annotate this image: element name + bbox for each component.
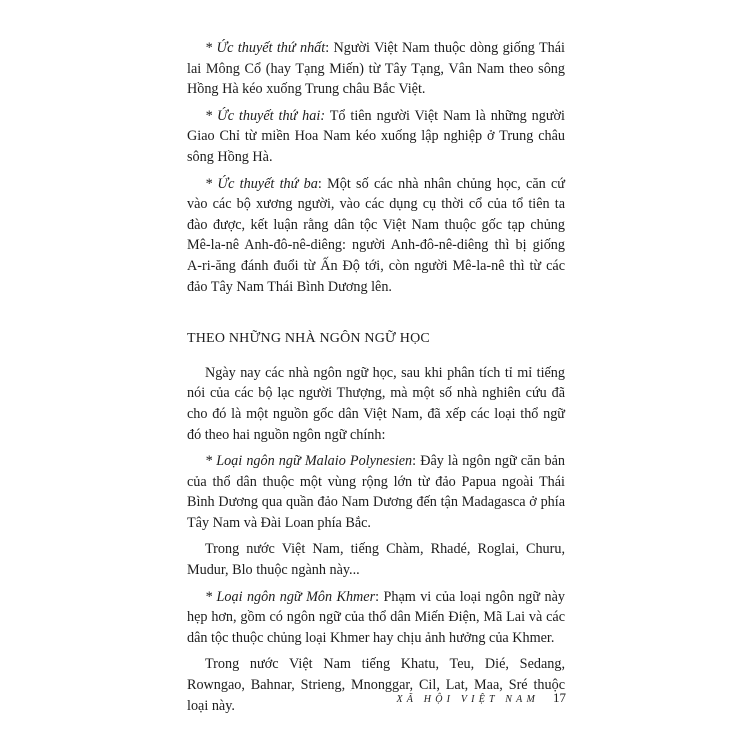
paragraph-hypothesis-3	[187, 174, 565, 298]
paragraph-lead: * Ức thuyết thứ ba	[205, 175, 318, 192]
paragraph-lead: * Ức thuyết thứ nhất	[205, 40, 326, 56]
paragraph-intro	[187, 363, 565, 445]
paragraph-hypothesis-1	[187, 38, 565, 100]
paragraph-text: Trong nước Việt Nam, tiếng Chàm, Rhadé, Roglai, Churu, Mudur, Blo thuộc ngành này...	[187, 541, 565, 579]
paragraph-text: Tổ tiên người Việt Nam là những người Giao Chỉ từ miền Hoa Nam kéo xuống lập nghiệp ở Trung châu sông Hồng Hà.	[187, 107, 565, 165]
paragraph-text: Trong nước Việt Nam tiếng Khatu, Teu, Dié, Sedang, Rowngao, Bahnar, Strieng, Mnonggar, Cil, Lat, Maa, Sré thuộc loại này.	[187, 656, 565, 714]
paragraph-text: : Đây là ngôn ngữ căn bản của thổ dân thuộc một vùng rộng lớn từ đảo Papua ngoài Thái Bình Dương qua quần đảo Nam Dương đến tận Madagasca ở phía Tây Nam và Đài Loan phía Bắc.	[187, 453, 566, 531]
section-heading: THEO NHỮNG NHÀ NGÔN NGỮ HỌC	[187, 331, 430, 347]
paragraph-hypothesis-2	[187, 106, 565, 168]
paragraph-lead: * Loại ngôn ngữ Malaio Polynesien	[205, 453, 413, 470]
paragraph-text: : Một số các nhà nhân chủng học, căn cứ vào các bộ xương người, vào các dụng cụ thời cổ của tổ tiên ta đào được, kết luận rằng dân tộc Việt Nam thuộc gốc tạp chủng Mê-la-nê Anh-đô-nê-diêng: người Anh-đô-nê-diêng thì bị giống A-ri-ăng đánh đuổi từ Ấn Độ tới, còn người Mê-la-nê thì từ các đảo Tây Nam Thái Bình Dương lên.	[187, 175, 565, 295]
running-head: XÃ HỘI VIỆT NAM	[396, 694, 539, 705]
page-footer	[396, 690, 566, 706]
page-body	[187, 38, 565, 722]
paragraph-malaio	[187, 451, 565, 533]
paragraph-text: : Phạm vi của loại ngôn ngữ này hẹp hơn, gồm có ngôn ngữ của thổ dân Miến Điện, Mã Lai và các dân tộc thuộc chủng loại Khmer hay chịu ảnh hưởng của Khmer.	[187, 588, 565, 646]
paragraph-text: : Người Việt Nam thuộc dòng giống Thái lai Mông Cổ (hay Tạng Miến) từ Tây Tạng, Vân Nam theo sông Hồng Hà kéo xuống Trung châu Bắc Việt.	[187, 40, 566, 98]
paragraph-mon-khmer	[187, 587, 565, 649]
paragraph-lead: * Ức thuyết thứ hai:	[205, 107, 326, 124]
paragraph-malaio-vn	[187, 539, 565, 580]
page-number: 17	[553, 690, 566, 705]
paragraph-lead: * Loại ngôn ngữ Môn Khmer	[205, 588, 376, 605]
paragraph-mon-khmer-vn	[187, 654, 565, 716]
paragraph-text: Ngày nay các nhà ngôn ngữ học, sau khi phân tích tỉ mỉ tiếng nói của các bộ lạc người Thượng, mà một số nhà nghiên cứu đã cho đó là một nguồn gốc dân Việt Nam, đã xếp các loại thổ ngữ đó theo hai nguồn ngôn ngữ chính:	[187, 364, 565, 443]
